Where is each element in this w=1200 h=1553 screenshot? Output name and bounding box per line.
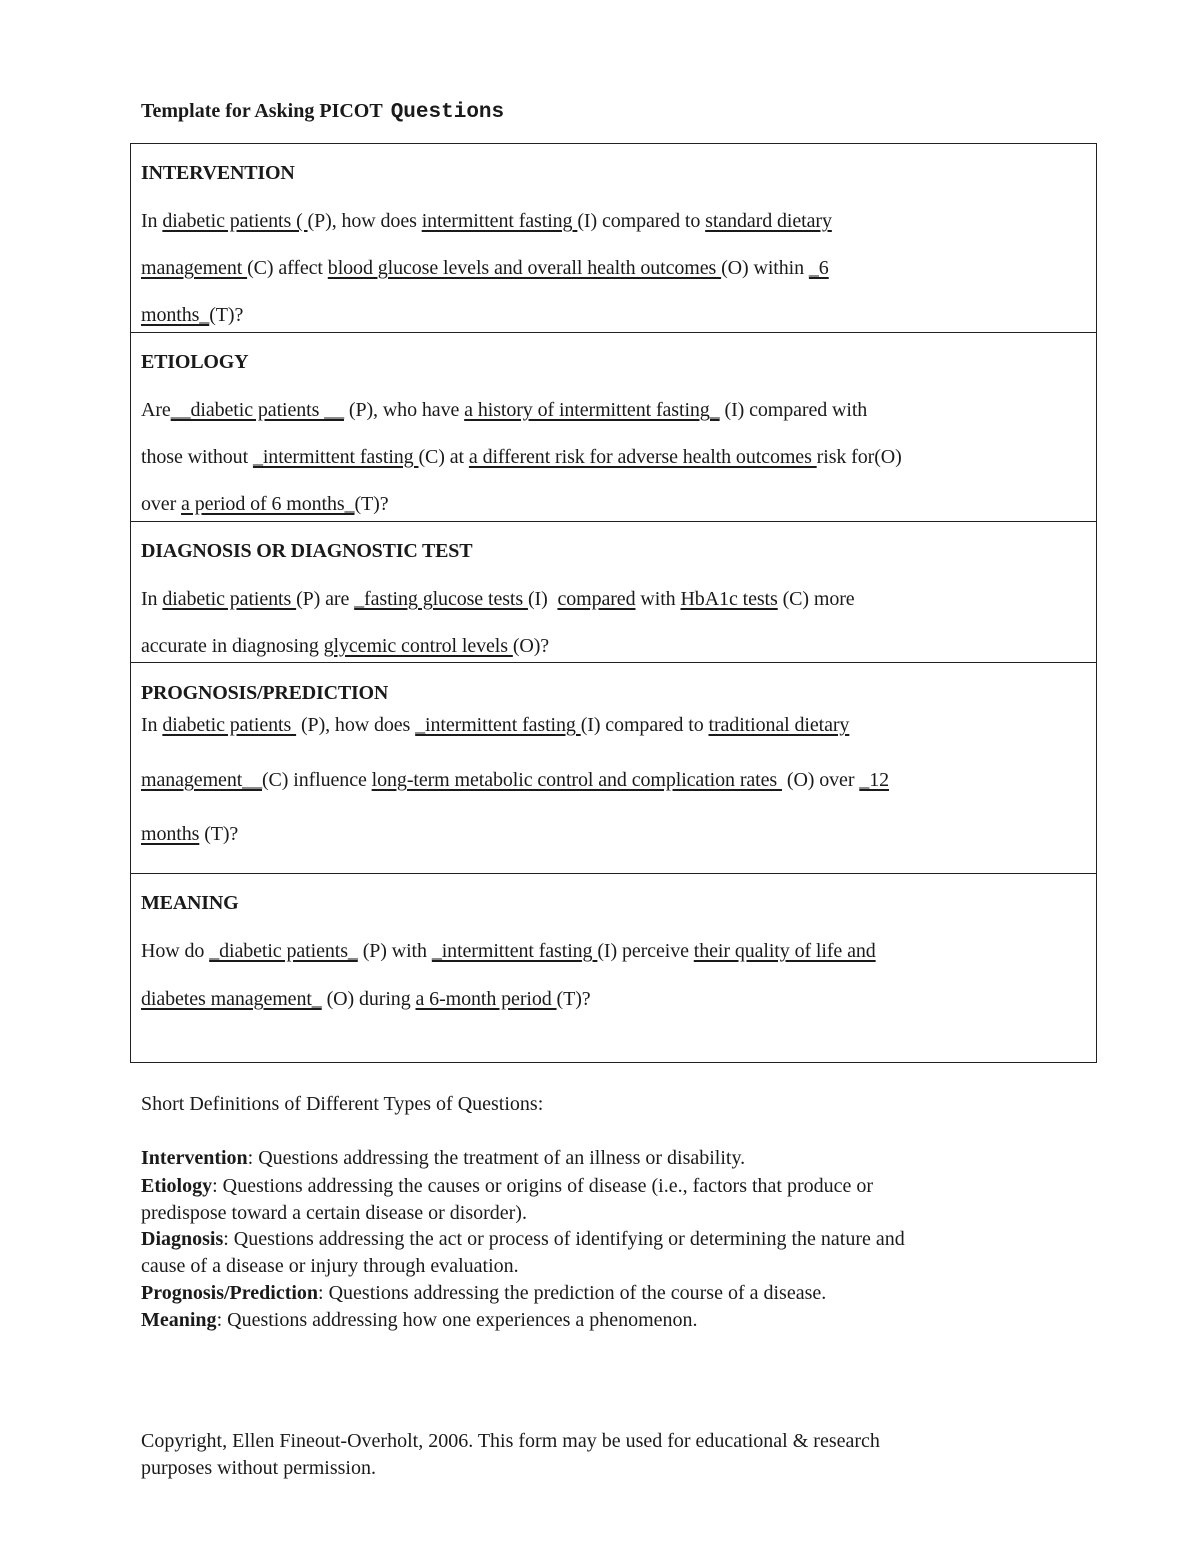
text-segment: (O) during xyxy=(321,988,416,1010)
blank-population: diabetic patients xyxy=(162,588,297,610)
blank-outcome: a different risk for adverse health outcomes xyxy=(468,446,817,468)
blank-intervention: intermittent fasting xyxy=(421,210,578,232)
text-segment: (P) are xyxy=(296,588,355,610)
prognosis-section xyxy=(130,662,1097,874)
blank-time: _12 xyxy=(859,769,889,791)
text-segment: In xyxy=(141,714,163,736)
term-label: Diagnosis xyxy=(141,1228,224,1250)
text-segment: (C) affect xyxy=(247,257,328,279)
text-segment: Are xyxy=(141,399,171,421)
meaning-heading: MEANING xyxy=(141,892,239,914)
blank-comparison: management__ xyxy=(141,769,262,791)
text-segment: (P), how does xyxy=(296,714,416,736)
definition-etiology-cont: predispose toward a certain disease or disorder). xyxy=(141,1202,527,1224)
term-label: Prognosis/Prediction xyxy=(141,1282,319,1304)
definition-intervention xyxy=(141,1147,745,1170)
blank-comparison: _intermittent fasting xyxy=(252,446,419,468)
blank-time: a period of 6 months_ xyxy=(181,493,355,515)
text-segment: (T)? xyxy=(199,823,239,845)
blank-outcome: diabetes management_ xyxy=(141,988,322,1010)
text-segment: those without xyxy=(141,446,253,468)
etiology-section xyxy=(130,332,1097,522)
text-segment: (P), how does xyxy=(307,210,422,232)
blank-comparison: traditional dietary xyxy=(708,714,850,736)
text-segment: (P) with xyxy=(357,940,432,962)
text-segment: (O) over xyxy=(781,769,860,791)
definition-diagnosis-cont: cause of a disease or injury through evaluation. xyxy=(141,1255,519,1277)
blank-time: months xyxy=(141,823,200,845)
etiology-line-2 xyxy=(141,446,902,469)
blank-outcome: their quality of life and xyxy=(693,940,876,962)
blank-time: months_ xyxy=(141,304,210,326)
definition-text: : Questions addressing how one experiences a phenomenon. xyxy=(216,1309,698,1331)
blank-comparison: management xyxy=(141,257,248,279)
blank-outcome: blood glucose levels and overall health outcomes xyxy=(327,257,722,279)
blank-population: __diabetic patients __ xyxy=(170,399,344,421)
etiology-line-1 xyxy=(141,399,867,422)
text-segment: In xyxy=(141,210,163,232)
diagnosis-line-2 xyxy=(141,635,549,658)
blank-intervention: _fasting glucose tests xyxy=(354,588,528,610)
blank-outcome: long-term metabolic control and complication rates xyxy=(371,769,782,791)
definition-text: : Questions addressing the causes or origins of disease (i.e., factors that produce or xyxy=(212,1175,874,1197)
text-segment: (I) compared to xyxy=(577,210,706,232)
text-segment: (T)? xyxy=(354,493,389,515)
blank-time: a 6-month period xyxy=(415,988,557,1010)
text-segment: (I) compared with xyxy=(719,399,868,421)
prognosis-line-3 xyxy=(141,823,238,846)
diagnosis-section xyxy=(130,521,1097,663)
blank-population: diabetic patients ( xyxy=(162,210,308,232)
intervention-heading: INTERVENTION xyxy=(141,162,295,184)
intervention-section xyxy=(130,143,1097,333)
definition-meaning xyxy=(141,1309,698,1332)
text-segment: (T)? xyxy=(556,988,591,1010)
text-segment: (P), who have xyxy=(344,399,465,421)
text-segment: (I) xyxy=(527,588,558,610)
blank-comparison: HbA1c tests xyxy=(680,588,778,610)
text-segment: (C) at xyxy=(418,446,469,468)
prognosis-line-1 xyxy=(141,714,849,737)
definition-etiology xyxy=(141,1175,873,1198)
blank-population: _diabetic patients_ xyxy=(209,940,358,962)
text-segment: (T)? xyxy=(209,304,244,326)
term-label: Intervention xyxy=(141,1147,248,1169)
definition-text: : Questions addressing the act or process of identifying or determining the nature and xyxy=(223,1228,905,1250)
title-mono: Questions xyxy=(390,101,505,124)
copyright-line-2: purposes without permission. xyxy=(141,1457,376,1479)
title-main: Template for Asking PICOT xyxy=(141,100,383,122)
prognosis-line-2 xyxy=(141,769,889,792)
etiology-line-3 xyxy=(141,493,389,516)
text-segment: In xyxy=(141,588,163,610)
meaning-line-1 xyxy=(141,940,876,963)
etiology-heading: ETIOLOGY xyxy=(141,351,249,373)
meaning-section xyxy=(130,873,1097,1063)
text-segment: (I) compared to xyxy=(580,714,709,736)
intervention-line-1 xyxy=(141,210,832,233)
text-segment: risk for(O) xyxy=(816,446,902,468)
text-segment: (C) influence xyxy=(261,769,372,791)
text-segment: (O)? xyxy=(512,635,550,657)
blank-intervention: _intermittent fasting xyxy=(431,940,598,962)
meaning-line-2 xyxy=(141,988,591,1011)
text-segment: (I) perceive xyxy=(597,940,694,962)
blank-outcome: glycemic control levels xyxy=(323,635,513,657)
diagnosis-heading: DIAGNOSIS OR DIAGNOSTIC TEST xyxy=(141,540,473,562)
blank-intervention: a history of intermittent fasting_ xyxy=(464,399,720,421)
text-segment: with xyxy=(635,588,681,610)
term-label: Meaning xyxy=(141,1309,217,1331)
blank-intervention: _intermittent fasting xyxy=(415,714,581,736)
text-segment: (O) within xyxy=(721,257,809,279)
copyright-line-1: Copyright, Ellen Fineout-Overholt, 2006. This form may be used for educational & research xyxy=(141,1430,880,1452)
definition-diagnosis xyxy=(141,1228,905,1251)
definitions-intro: Short Definitions of Different Types of Questions: xyxy=(141,1093,544,1115)
definition-prognosis xyxy=(141,1282,826,1305)
intervention-line-3 xyxy=(141,304,243,327)
text-segment: (C) more xyxy=(777,588,855,610)
text-segment: accurate in diagnosing xyxy=(141,635,324,657)
page-title xyxy=(141,100,504,124)
term-label: Etiology xyxy=(141,1175,213,1197)
definition-text: : Questions addressing the treatment of an illness or disability. xyxy=(247,1147,746,1169)
prognosis-heading: PROGNOSIS/PREDICTION xyxy=(141,682,389,704)
blank-comparison: standard dietary xyxy=(705,210,832,232)
intervention-line-2 xyxy=(141,257,829,280)
blank-compared: compared xyxy=(557,588,636,610)
diagnosis-line-1 xyxy=(141,588,855,611)
blank-population: diabetic patients xyxy=(162,714,297,736)
blank-time: _6 xyxy=(808,257,829,279)
definition-text: : Questions addressing the prediction of the course of a disease. xyxy=(318,1282,827,1304)
text-segment: over xyxy=(141,493,182,515)
text-segment: How do xyxy=(141,940,210,962)
